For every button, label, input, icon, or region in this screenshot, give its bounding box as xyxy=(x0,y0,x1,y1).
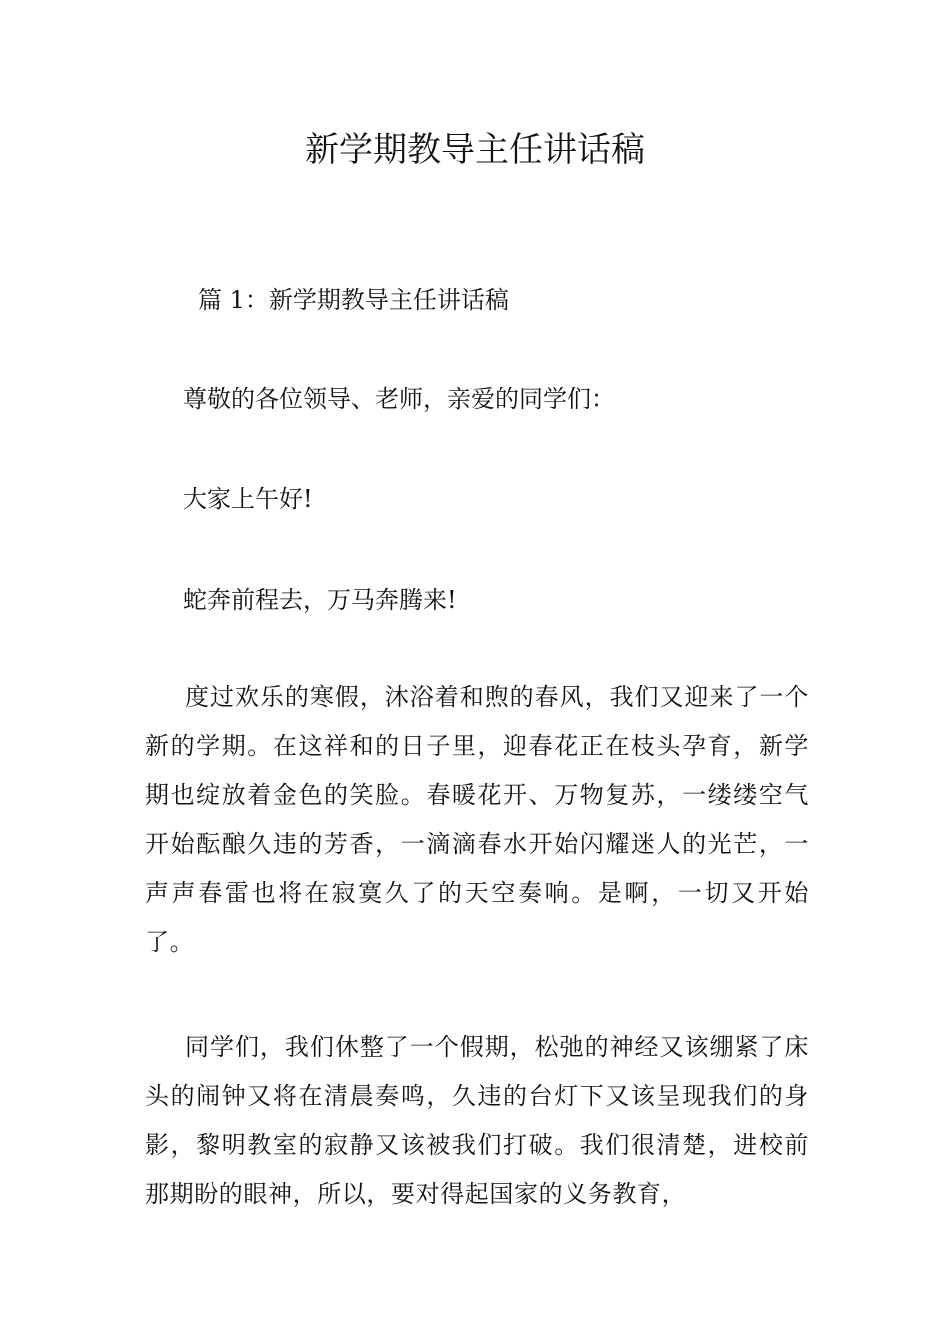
section-heading: 篇 1：新学期教导主任讲话稿 xyxy=(198,286,509,314)
couplet: 蛇奔前程去，万马奔腾来! xyxy=(183,586,457,614)
paragraph-1: 度过欢乐的寒假，沐浴着和煦的春风，我们又迎来了一个新的学期。在这祥和的日子里，迎春花正在枝头孕育，新学期也绽放着金色的笑脸。春暖花开、万物复苏，一缕缕空气开始酝酿久违的芳香，一滴滴春水开始闪耀迷人的光芒，一声声春雷也将在寂寞久了的天空奏响。是啊，一切又开始了。 xyxy=(145,683,809,956)
document-title: 新学期教导主任讲话稿 xyxy=(305,130,645,170)
greeting: 大家上午好! xyxy=(183,485,313,513)
salutation: 尊敬的各位领导、老师，亲爱的同学们： xyxy=(183,385,615,413)
paragraph-2: 同学们，我们休整了一个假期，松弛的神经又该绷紧了床头的闹钟又将在清晨奏鸣，久违的台灯下又该呈现我们的身影，黎明教室的寂静又该被我们打破。我们很清楚，进校前那期盼的眼神，所以，要对得起国家的义务教育， xyxy=(145,1033,809,1208)
